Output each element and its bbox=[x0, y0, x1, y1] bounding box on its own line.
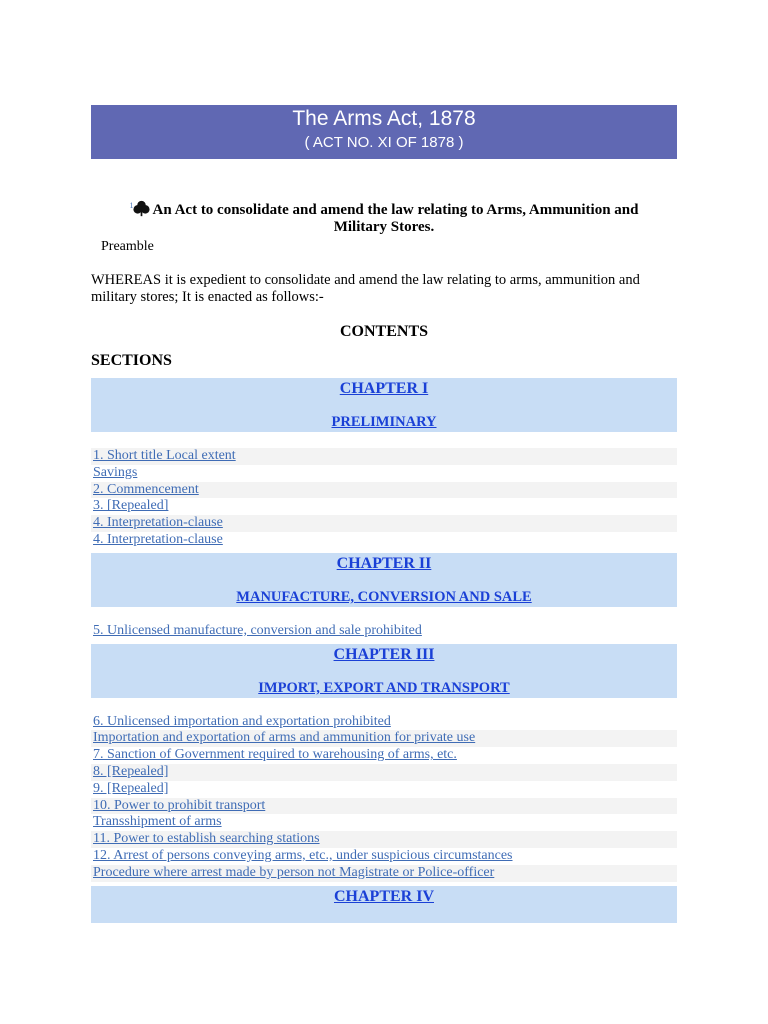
section-list bbox=[91, 448, 677, 549]
section-list bbox=[91, 714, 677, 882]
section-link[interactable]: Transshipment of arms bbox=[93, 814, 222, 830]
chapter-header bbox=[91, 644, 677, 698]
intro-heading bbox=[91, 197, 677, 236]
chapter-subtitle-link[interactable]: MANUFACTURE, CONVERSION AND SALE bbox=[236, 588, 532, 605]
chapter-header bbox=[91, 553, 677, 607]
section-link[interactable]: 1. Short title Local extent bbox=[91, 448, 677, 465]
section-link[interactable]: 8. [Repealed] bbox=[91, 764, 677, 781]
preamble-label: Preamble bbox=[101, 239, 154, 254]
chapter-header bbox=[91, 886, 677, 923]
act-title: The Arms Act, 1878 bbox=[292, 107, 476, 130]
section-list bbox=[91, 623, 677, 640]
chapter-subtitle-link[interactable]: PRELIMINARY bbox=[331, 414, 437, 430]
section-link[interactable]: 4. Interpretation-clause bbox=[93, 531, 223, 547]
section-link[interactable]: Savings bbox=[93, 464, 138, 480]
section-link[interactable]: 2. Commencement bbox=[91, 482, 677, 499]
section-link[interactable]: 7. Sanction of Government required to warehousing of arms, etc. bbox=[93, 747, 457, 763]
chapter-subtitle-link[interactable]: IMPORT, EXPORT AND TRANSPORT bbox=[258, 679, 510, 696]
contents-heading: CONTENTS bbox=[339, 323, 429, 340]
sections-heading: SECTIONS bbox=[91, 352, 172, 369]
section-link[interactable]: 6. Unlicensed importation and exportation prohibited bbox=[93, 713, 391, 729]
section-link[interactable]: 5. Unlicensed manufacture, conversion and sale prohibited bbox=[93, 622, 422, 638]
section-link[interactable]: 10. Power to prohibit transport bbox=[91, 798, 677, 815]
section-link[interactable]: Importation and exportation of arms and ammunition for private use bbox=[91, 730, 677, 747]
intro-text: An Act to consolidate and amend the law relating to Arms, Ammunition and Military Stores. bbox=[152, 202, 639, 235]
title-banner bbox=[91, 105, 677, 159]
clover-icon bbox=[133, 200, 150, 217]
whereas-paragraph: WHEREAS it is expedient to consolidate and amend the law relating to arms, ammunition and military stores; It is enacted as follows:- bbox=[91, 272, 640, 305]
section-link[interactable]: 9. [Repealed] bbox=[93, 780, 169, 796]
chapter-title-link[interactable]: CHAPTER I bbox=[339, 380, 429, 397]
section-link[interactable]: 11. Power to establish searching stations bbox=[91, 831, 677, 848]
chapter-title-link[interactable]: CHAPTER II bbox=[336, 554, 432, 572]
document-page bbox=[91, 105, 677, 923]
chapter-header bbox=[91, 378, 677, 432]
section-link[interactable]: 4. Interpretation-clause bbox=[91, 515, 677, 532]
section-link[interactable]: 3. [Repealed] bbox=[93, 498, 169, 514]
footnote-link[interactable]: 1 bbox=[129, 201, 134, 210]
chapter-title-link[interactable]: CHAPTER IV bbox=[333, 887, 434, 905]
act-number: ( ACT NO. XI OF 1878 ) bbox=[304, 134, 464, 151]
section-link[interactable]: 12. Arrest of persons conveying arms, etc., under suspicious circumstances bbox=[93, 847, 513, 863]
section-link[interactable]: Procedure where arrest made by person not Magistrate or Police-officer bbox=[91, 865, 677, 882]
chapter-title-link[interactable]: CHAPTER III bbox=[333, 645, 435, 663]
